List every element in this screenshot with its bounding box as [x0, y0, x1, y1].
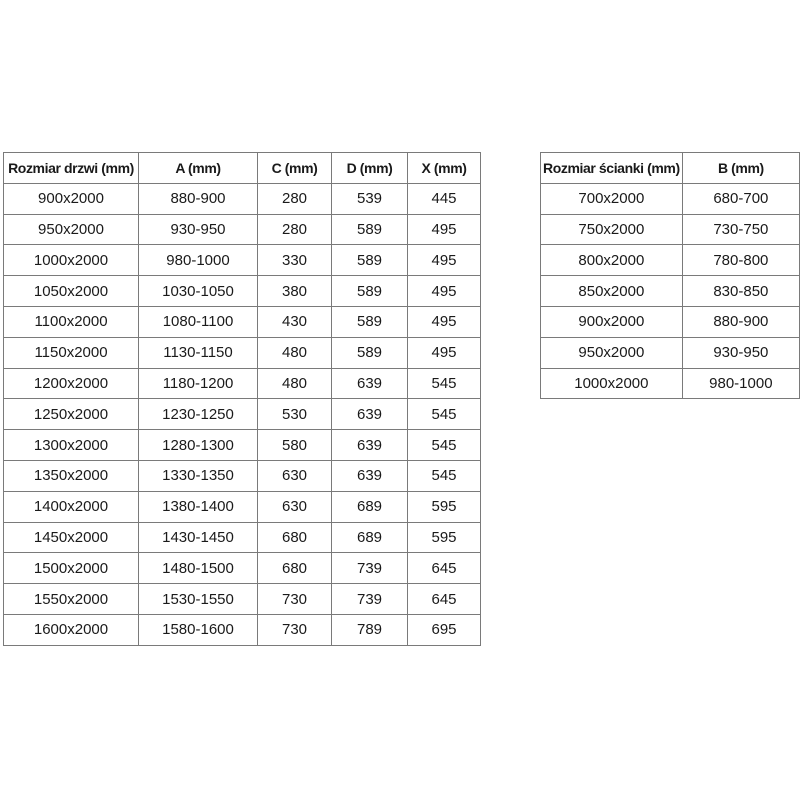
table-cell: 280 [258, 183, 332, 214]
table-cell: 1230-1250 [139, 399, 258, 430]
table-cell: 930-950 [139, 214, 258, 245]
table-cell: 495 [408, 337, 481, 368]
table-cell: 530 [258, 399, 332, 430]
table-cell: 1350x2000 [4, 460, 139, 491]
table-row [4, 214, 481, 245]
table-row [4, 614, 481, 645]
table-cell: 445 [408, 183, 481, 214]
table-cell: 1580-1600 [139, 614, 258, 645]
table-cell: 495 [408, 276, 481, 307]
table-cell: 589 [332, 337, 408, 368]
table-cell: 1300x2000 [4, 430, 139, 461]
table-cell: 1450x2000 [4, 522, 139, 553]
table-cell: 595 [408, 522, 481, 553]
table-cell: 380 [258, 276, 332, 307]
table-cell: 280 [258, 214, 332, 245]
table-cell: 830-850 [682, 276, 799, 307]
table-cell: 330 [258, 245, 332, 276]
table-cell: 930-950 [682, 337, 799, 368]
table-cell: 700x2000 [541, 183, 683, 214]
wall-panel-sizes-table [540, 152, 800, 399]
table-cell: 589 [332, 214, 408, 245]
table-header-cell: X (mm) [408, 153, 481, 184]
table-cell: 480 [258, 337, 332, 368]
table-header-cell: A (mm) [139, 153, 258, 184]
table-cell: 1030-1050 [139, 276, 258, 307]
table-row [541, 337, 800, 368]
table-row [4, 183, 481, 214]
table-cell: 880-900 [682, 306, 799, 337]
table-cell: 950x2000 [4, 214, 139, 245]
door-sizes-table [3, 152, 481, 646]
table-cell: 1280-1300 [139, 430, 258, 461]
table-cell: 689 [332, 522, 408, 553]
table-row [541, 245, 800, 276]
table-cell: 1430-1450 [139, 522, 258, 553]
table-cell: 980-1000 [682, 368, 799, 399]
table-cell: 1500x2000 [4, 553, 139, 584]
table-row [4, 368, 481, 399]
table-row [4, 306, 481, 337]
table-cell: 545 [408, 430, 481, 461]
table-cell: 545 [408, 368, 481, 399]
table-cell: 589 [332, 276, 408, 307]
table-cell: 750x2000 [541, 214, 683, 245]
table-cell: 739 [332, 584, 408, 615]
table-cell: 589 [332, 306, 408, 337]
table-row [4, 460, 481, 491]
table-cell: 589 [332, 245, 408, 276]
table-cell: 1600x2000 [4, 614, 139, 645]
table-cell: 545 [408, 460, 481, 491]
table-cell: 639 [332, 460, 408, 491]
table-row [4, 491, 481, 522]
table-header-cell: B (mm) [682, 153, 799, 184]
table-cell: 1530-1550 [139, 584, 258, 615]
table-cell: 495 [408, 306, 481, 337]
table-header-cell: Rozmiar drzwi (mm) [4, 153, 139, 184]
table-cell: 1480-1500 [139, 553, 258, 584]
table-cell: 900x2000 [4, 183, 139, 214]
table-cell: 950x2000 [541, 337, 683, 368]
table-cell: 780-800 [682, 245, 799, 276]
table-cell: 630 [258, 460, 332, 491]
table-cell: 1150x2000 [4, 337, 139, 368]
table-cell: 900x2000 [541, 306, 683, 337]
table-header-cell: Rozmiar ścianki (mm) [541, 153, 683, 184]
table-cell: 580 [258, 430, 332, 461]
table-cell: 1130-1150 [139, 337, 258, 368]
table-header-cell: C (mm) [258, 153, 332, 184]
table-cell: 1550x2000 [4, 584, 139, 615]
table-cell: 639 [332, 430, 408, 461]
table-cell: 980-1000 [139, 245, 258, 276]
table-row [541, 214, 800, 245]
table-row [4, 337, 481, 368]
table-cell: 695 [408, 614, 481, 645]
door-sizes-table-grid [3, 152, 481, 646]
table-header-cell: D (mm) [332, 153, 408, 184]
table-row [4, 522, 481, 553]
table-cell: 645 [408, 584, 481, 615]
table-cell: 430 [258, 306, 332, 337]
table-cell: 680 [258, 522, 332, 553]
table-cell: 880-900 [139, 183, 258, 214]
table-cell: 1200x2000 [4, 368, 139, 399]
table-row [541, 183, 800, 214]
table-cell: 595 [408, 491, 481, 522]
table-cell: 800x2000 [541, 245, 683, 276]
table-header-row [4, 153, 481, 184]
table-cell: 730 [258, 584, 332, 615]
table-cell: 1330-1350 [139, 460, 258, 491]
table-cell: 639 [332, 399, 408, 430]
table-cell: 645 [408, 553, 481, 584]
table-row [4, 584, 481, 615]
table-row [541, 368, 800, 399]
table-cell: 1400x2000 [4, 491, 139, 522]
table-row [4, 245, 481, 276]
table-cell: 850x2000 [541, 276, 683, 307]
table-row [541, 306, 800, 337]
table-cell: 680-700 [682, 183, 799, 214]
door-sizes-table-body [4, 183, 481, 645]
table-cell: 1380-1400 [139, 491, 258, 522]
table-row [4, 399, 481, 430]
wall-panel-sizes-table-header [541, 153, 800, 184]
table-row [4, 276, 481, 307]
table-cell: 789 [332, 614, 408, 645]
table-cell: 1180-1200 [139, 368, 258, 399]
wall-panel-sizes-table-grid [540, 152, 800, 399]
table-cell: 1050x2000 [4, 276, 139, 307]
table-cell: 480 [258, 368, 332, 399]
table-row [541, 276, 800, 307]
table-cell: 639 [332, 368, 408, 399]
table-cell: 689 [332, 491, 408, 522]
table-header-row [541, 153, 800, 184]
table-cell: 1000x2000 [4, 245, 139, 276]
table-cell: 630 [258, 491, 332, 522]
table-cell: 739 [332, 553, 408, 584]
table-row [4, 430, 481, 461]
table-cell: 730-750 [682, 214, 799, 245]
table-cell: 1000x2000 [541, 368, 683, 399]
table-cell: 495 [408, 245, 481, 276]
table-cell: 539 [332, 183, 408, 214]
table-row [4, 553, 481, 584]
table-cell: 1250x2000 [4, 399, 139, 430]
table-cell: 495 [408, 214, 481, 245]
table-cell: 680 [258, 553, 332, 584]
wall-panel-sizes-table-body [541, 183, 800, 399]
table-cell: 1100x2000 [4, 306, 139, 337]
door-sizes-table-header [4, 153, 481, 184]
table-cell: 545 [408, 399, 481, 430]
table-cell: 730 [258, 614, 332, 645]
table-cell: 1080-1100 [139, 306, 258, 337]
